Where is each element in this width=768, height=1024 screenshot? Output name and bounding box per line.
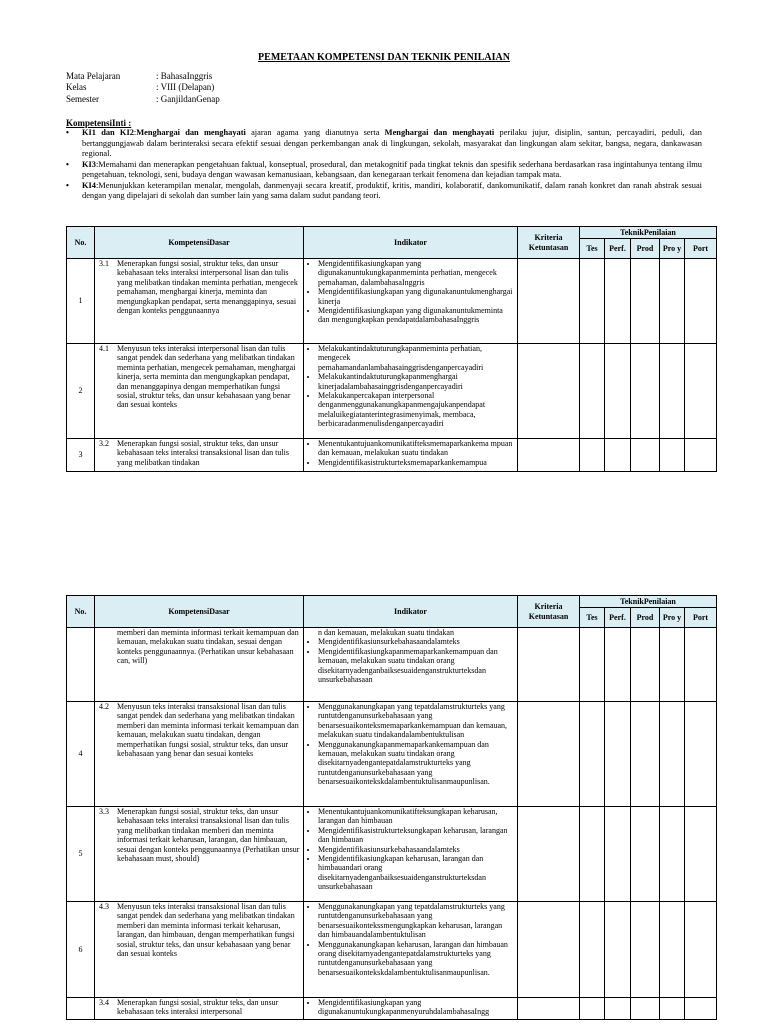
perf-cell (605, 628, 631, 702)
tes-cell (580, 702, 605, 807)
table-row (67, 902, 717, 998)
core-competence-heading: KompetensiInti : (66, 118, 132, 128)
col-teknik-header: TeknikPenilaian (580, 596, 717, 608)
kompetensi-dasar-cell (95, 998, 304, 1020)
row-number: 4 (67, 702, 95, 807)
table-row (67, 259, 717, 344)
meta-row-class (66, 82, 220, 93)
prod-cell (631, 902, 660, 998)
table-row (67, 344, 717, 439)
perf-cell (605, 807, 631, 902)
kd-text: memberi dan meminta informasi terkait kemampuan dan kemauan, melakukan suatu tindakan, sesuai dengan konteks penggunaannya. (Perhatikan unsur kebahasaan can, will) (117, 628, 299, 666)
kd-text: Menyusun teks interaksi transaksional lisan dan tulis sangat pendek dan sederhana yang melibatkan tindakan memberi dan meminta informasi terkait kemampuan dan kemauan, melakukan suatu tindakan, dengan memperhatikan fungsi sosial, struktur teks, dan unsur kebahasaan yang benar dan sesuai konteks (117, 702, 299, 759)
indikator-cell (304, 807, 518, 902)
indikator-cell (304, 344, 518, 439)
indikator-item: • Melakukantindaktuturungkapanmenghargai kinerjadalambahasainggrisdenganpercayadiri (318, 372, 515, 391)
indikator-item: • Melakukantindaktuturungkapanmeminta perhatian, mengecek pemahamandanlambahasainggrisdenganpercayadiri (318, 344, 515, 372)
indikator-cell (304, 439, 518, 472)
kompetensi-dasar-cell (95, 344, 304, 439)
kd-number: 3.4 (99, 998, 109, 1007)
ki-item: • KI1 dan KI2:Menghargai dan menghayati ajaran agama yang dianutnya serta Menghargai dan menghayati perilaku jujur, disiplin, santun, percayadiri, peduli, dan bertanggungjawab dalam berinteraksi secara efektif sesuai dengan perkembangan anak di lingkungan, sekolah, masyarakat dan lingkungan alam sekitar, bangsa, negara, dankawasan regional. (66, 128, 702, 158)
indikator-item: • Mengidentifikasiunsurkebahasaandalamteks (318, 845, 515, 854)
indikator-item: • Melakukanpercakapan interpersonal denganmenggunakanungkapanmengajukanpendapat melaluikegiatanterintegrasimenyimak, membaca, berbicaradanmenulisdenganpercayadiri (318, 391, 515, 429)
table-row (67, 439, 717, 472)
prod-cell (631, 998, 660, 1020)
proy-cell (660, 902, 685, 998)
col-indikator-header: Indikator (304, 227, 518, 259)
col-prod-header: Prod (631, 239, 660, 259)
indikator-item: • Mengidentifikasistrukturteksungkapan keharusan, larangan dan himbauan (318, 826, 515, 845)
kriteria-cell (518, 344, 580, 439)
kd-text: Menerapkan fungsi sosial, struktur teks, dan unsur kebahasaan teks interaksi transaksional lisan dan tulis yang melibatkan tindakan memberi dan meminta informasi terkait keharusan, larangan, dan himbauan, sesuai dengan konteks penggunaannya (Perhatikan unsur kebahasaan must, should) (117, 807, 300, 864)
proy-cell (660, 702, 685, 807)
indikator-item: • Menggunakanungkapan yang tepatdalamstrukturteks yang runtutdenganunsurkebahasaan yang benarsesuaikonteksmemaparkankemampuan dan kemauan, melakukan suatu tindakandalambentuktulisan (318, 702, 515, 740)
col-no-header: No. (67, 227, 95, 259)
col-kd-header: KompetensiDasar (95, 227, 304, 259)
row-number: 6 (67, 902, 95, 998)
col-port-header: Port (685, 239, 717, 259)
indikator-item: • Mengidentifikasistrukturteksmemaparkankemampua (318, 458, 515, 467)
perf-cell (605, 344, 631, 439)
col-tes-header: Tes (580, 239, 605, 259)
kd-number: 3.3 (99, 807, 109, 816)
table-row (67, 998, 717, 1020)
core-competence-list (66, 128, 702, 202)
meta-label: Semester (66, 93, 99, 104)
col-kd-header: KompetensiDasar (95, 596, 304, 628)
prod-cell (631, 807, 660, 902)
tes-cell (580, 259, 605, 344)
proy-cell (660, 259, 685, 344)
kd-number: 4.2 (99, 702, 109, 711)
bullet-icon: • (66, 159, 69, 169)
kd-text: Menerapkan fungsi sosial, struktur teks, dan unsur kebahasaan teks interaksi interpersonal (117, 998, 279, 1017)
port-cell (685, 259, 717, 344)
perf-cell (605, 259, 631, 344)
port-cell (685, 439, 717, 472)
indikator-item: • Mengidentifikasiungkapan yang digunakanuntukungkapanmenyuruhdalambahasaIngg (318, 998, 515, 1017)
indikator-item: • Menggunakanungkapan keharusan, larangan dan himbauan orang disekitarnyadengantepatdalamstrukturteks yang runtutdenganunsurkebahasaan yang benarsesuaikontekskdalambentuktulisanmaupunlisan. (318, 940, 515, 978)
ki-item: • KI3:Memahami dan menerapkan pengetahuan faktual, konseptual, prosedural, dan metakognitif pada tingkat teknis dan spesifik sederhana berdasarkan rasa ingintahunya tentang ilmu pengetahuan, teknologi, seni, budaya dengan wawasan kemanusiaan, kebangsaan, dan kenegaraan terkait fenomena dan kejadian tampak mata. (66, 159, 702, 179)
kompetensi-dasar-cell (95, 807, 304, 902)
col-kriteria-header: Kriteria Ketuntasan (518, 596, 580, 628)
col-indikator-header: Indikator (304, 596, 518, 628)
row-number: 3 (67, 439, 95, 472)
indikator-cell (304, 628, 518, 702)
kompetensi-dasar-cell (95, 439, 304, 472)
proy-cell (660, 998, 685, 1020)
subject-info (66, 71, 220, 105)
port-cell (685, 344, 717, 439)
indikator-item: • Mengidentifikasiungkapan yang digunakanuntukmeminta dan mengungkapkan pendapatdalambahasaInggris (318, 306, 515, 325)
kompetensi-dasar-cell (95, 628, 304, 702)
document-title: PEMETAAN KOMPETENSI DAN TEKNIK PENILAIAN (258, 52, 510, 63)
prod-cell (631, 344, 660, 439)
kd-text: Menerapkan fungsi sosial, struktur teks, dan unsur kebahasaan teks interaksi transaksional lisan dan tulis yang melibatkan tindakan (117, 439, 289, 467)
col-proy-header: Pro y (660, 239, 685, 259)
kompetensi-dasar-cell (95, 902, 304, 998)
kriteria-cell (518, 439, 580, 472)
col-proy-header: Pro y (660, 608, 685, 628)
col-tes-header: Tes (580, 608, 605, 628)
indikator-cell (304, 259, 518, 344)
proy-cell (660, 628, 685, 702)
port-cell (685, 902, 717, 998)
port-cell (685, 702, 717, 807)
indikator-cell (304, 702, 518, 807)
indikator-item: • Mengidentifikasiungkapan keharusan, larangan dan himbauandari orang disekitarnyadenganbaiksesuaidenganstrukturteksdan unsurkebahasaan (318, 854, 515, 892)
indikator-item: • Mengidentifikasiungkapanmemaparkankemampuan dan kemauan, melakukan suatu tindakan orang disekitarnyadenganbaiksesuaidenganstrukturteksdan unsurkebahasaan (318, 647, 515, 685)
meta-value: : VIII (Delapan) (156, 82, 215, 93)
proy-cell (660, 344, 685, 439)
port-cell (685, 998, 717, 1020)
kd-number: 4.1 (99, 344, 109, 353)
competence-table-1 (66, 226, 717, 472)
tes-cell (580, 902, 605, 998)
row-number (67, 628, 95, 702)
proy-cell (660, 439, 685, 472)
indikator-item: • Mengidentifikasiungkapan yang digunakanuntukungkapanmeminta perhatian, mengecek pemahaman, dalambahasaInggris (318, 259, 515, 287)
prod-cell (631, 439, 660, 472)
bullet-icon: • (66, 128, 69, 137)
competence-table-2 (66, 595, 717, 1020)
tes-cell (580, 807, 605, 902)
bullet-icon: • (66, 180, 69, 190)
indikator-item: • Menentukantujuankomunikatifteksmemaparkankema mpuan dan kemauan, melakukan suatu tindakan (318, 439, 515, 458)
indikator-cell (304, 998, 518, 1020)
row-number (67, 998, 95, 1020)
perf-cell (605, 902, 631, 998)
row-number: 2 (67, 344, 95, 439)
kompetensi-dasar-cell (95, 702, 304, 807)
row-number: 5 (67, 807, 95, 902)
col-port-header: Port (685, 608, 717, 628)
meta-row-semester (66, 94, 220, 105)
port-cell (685, 628, 717, 702)
col-perf-header: Perf. (605, 239, 631, 259)
indikator-item: • Mengidentifikasiunsurkebahasaandalamteks (318, 637, 515, 646)
table-row (67, 628, 717, 702)
tes-cell (580, 628, 605, 702)
proy-cell (660, 807, 685, 902)
indikator-continued-text: n dan kemauan, melakukan suatu tindakan (318, 628, 454, 637)
meta-value: : BahasaInggris (156, 71, 213, 81)
indikator-cell (304, 902, 518, 998)
kompetensi-dasar-cell (95, 259, 304, 344)
kd-number: 4.3 (99, 902, 109, 911)
meta-label: Kelas (66, 82, 87, 93)
kriteria-cell (518, 628, 580, 702)
table-row (67, 807, 717, 902)
port-cell (685, 807, 717, 902)
perf-cell (605, 439, 631, 472)
perf-cell (605, 702, 631, 807)
col-kriteria-header: Kriteria Ketuntasan (518, 227, 580, 259)
kriteria-cell (518, 902, 580, 998)
indikator-item: • Mengidentifikasiungkapan yang digunakanuntukmenghargai kinerja (318, 287, 515, 306)
col-no-header: No. (67, 596, 95, 628)
tes-cell (580, 439, 605, 472)
table-row (67, 702, 717, 807)
indikator-item: • Menggunakanungkapanmemaparkankemampuan dan kemauan, melakukan suatu tindakan orang disekitarnyadengantepatdalamstrukturteks yang runtutdenganunsurkebahasaan yang benarsesuaikontekskdalambentuktulisanmaupunlisan. (318, 740, 515, 787)
prod-cell (631, 628, 660, 702)
prod-cell (631, 702, 660, 807)
meta-label: Mata Pelajaran (66, 71, 121, 81)
indikator-item: • Menentukantujuankomunikatifteksungkapan keharusan, larangan dan himbauan (318, 807, 515, 826)
prod-cell (631, 259, 660, 344)
kd-number: 3.1 (99, 259, 109, 268)
kd-text: Menyusun teks interaksi interpersonal lisan dan tulis sangat pendek dan sederhana yang melibatkan tindakan meminta perhatian, mengecek pemahaman, menghargai kinerja, serta meminta dan mengungkapkan pendapat, dan menanggapinya dengan memperhatikan fungsi sosial, struktur teks, dan unsur kebahasaan yang benar dan sesuai konteks (117, 344, 296, 410)
tes-cell (580, 344, 605, 439)
kd-number: 3.2 (99, 439, 109, 448)
perf-cell (605, 998, 631, 1020)
col-prod-header: Prod (631, 608, 660, 628)
kriteria-cell (518, 259, 580, 344)
indikator-item: • Menggunakanungkapan yang tepatdalamstrukturteks yang runtutdenganunsurkebahasaan yang benarsesuaikontekssmengungkapkan keharusan, larangan dan himbauandalambentuktulisan (318, 902, 515, 940)
col-teknik-header: TeknikPenilaian (580, 227, 717, 239)
meta-row-subject (66, 71, 220, 82)
kriteria-cell (518, 807, 580, 902)
kriteria-cell (518, 998, 580, 1020)
kd-text: Menerapkan fungsi sosial, struktur teks, dan unsur kebahasaan teks interaksi interpersonal lisan dan tulis yang melibatkan tindakan meminta perhatian, mengecek pemahaman, menghargai kinerja, meminta dan mengungkapkan pendapat, serta menanggapinya, sesuai dengan konteks penggunaannya (117, 259, 298, 316)
kd-text: Menyusun teks interaksi transaksional lisan dan tulis sangat pendek dan sederhana yang melibatkan tindakan memberi dan meminta informasi terkait keharusan, larangan, dan himbauan, dengan memperhatikan fungsi sosial, struktur teks, dan unsur kebahasaan yang benar dan sesuai konteks (117, 902, 295, 959)
meta-value: : GanjildanGenap (156, 93, 220, 104)
col-perf-header: Perf. (605, 608, 631, 628)
ki-item: • KI4:Menunjukkan keterampilan menalar, mengolah, danmenyaji secara kreatif, produktif, kritis, mandiri, kolaboratif, dankomunikatif, dalam ranah konkret dan ranah abstrak sesuai dengan yang dipelajari di sekolah dan sumber lain yang sama dalam sudut pandang teori. (66, 180, 702, 200)
row-number: 1 (67, 259, 95, 344)
tes-cell (580, 998, 605, 1020)
kriteria-cell (518, 702, 580, 807)
